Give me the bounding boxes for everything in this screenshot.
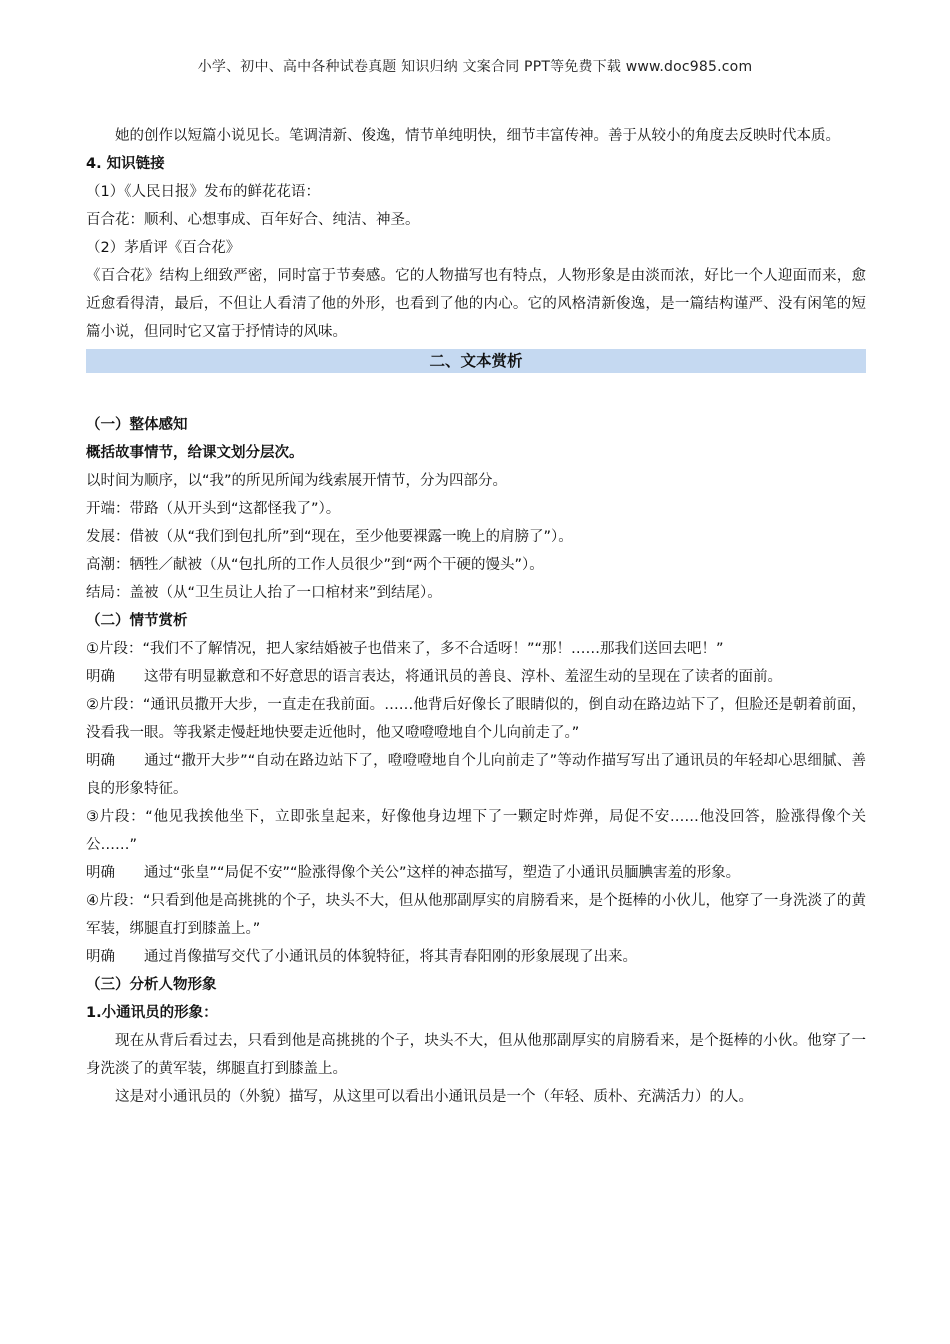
answer-line bbox=[86, 859, 866, 887]
character-subheading: 1.小通讯员的形象： bbox=[86, 1005, 218, 1021]
answer-label: 明确 bbox=[86, 669, 115, 685]
fragment-text: ④片段：“只看到他是高挑挑的个子，块头不大，但从他那副厚实的肩膀看来，是个挺棒的小伙儿，他穿了一身洗淡了的黄军装，绑腿直打到膝盖上。” bbox=[86, 893, 866, 937]
structure-line: 高潮：牺牲／献被（从“包扎所的工作人员很少”到“两个干硬的馒头”）。 bbox=[86, 557, 544, 573]
fragment-text: ②片段：“通讯员撒开大步，一直走在我前面。……他背后好像长了眼睛似的，倒自动在路边站下了，但脸还是朝着前面，没看我一眼。等我紧走慢赶地快要走近他时，他又噔噔噔地自个儿向前走了。” bbox=[86, 697, 866, 741]
answer-line bbox=[86, 747, 866, 803]
knowledge-item2-text: 《百合花》结构上细致严密，同时富于节奏感。它的人物描写也有特点，人物形象是由淡而浓，好比一个人迎面而来，愈近愈看得清，最后，不但让人看清了他的外形，也看到了他的内心。它的风格清新俊逸，是一篇结构谨严、没有闲笔的短篇小说，但同时它又富于抒情诗的风味。 bbox=[86, 268, 866, 340]
answer-line bbox=[86, 663, 866, 691]
knowledge-item1-text: 百合花：顺利、心想事成、百年好合、纯洁、神圣。 bbox=[86, 212, 420, 228]
task-prompt: 概括故事情节，给课文划分层次。 bbox=[86, 445, 304, 461]
document-body bbox=[86, 122, 866, 1111]
structure-line: 以时间为顺序，以“我”的所见所闻为线索展开情节，分为四部分。 bbox=[86, 473, 508, 489]
fragment-text: ③片段：“他见我挨他坐下，立即张皇起来，好像他身边埋下了一颗定时炸弹，局促不安……他没回答，脸涨得像个关公……” bbox=[86, 809, 866, 853]
character-quote: 现在从背后看过去，只看到他是高挑挑的个子，块头不大，但从他那副厚实的肩膀看来，是个挺棒的小伙。他穿了一身洗淡了的黄军装，绑腿直打到膝盖上。 bbox=[86, 1033, 866, 1077]
page-header-watermark: 小学、初中、高中各种试卷真题 知识归纳 文案合同 PPT等免费下载 www.doc985.com bbox=[197, 59, 753, 75]
spacer bbox=[86, 373, 866, 411]
answer-label: 明确 bbox=[86, 753, 115, 769]
structure-line: 开端：带路（从开头到“这都怪我了”）。 bbox=[86, 501, 341, 517]
structure-line: 结局：盖被（从“卫生员让人抬了一口棺材来”到结尾）。 bbox=[86, 585, 442, 601]
knowledge-item1-title: （1）《人民日报》发布的鲜花花语： bbox=[86, 184, 320, 200]
answer-text: 通过“张皇”“局促不安”“脸涨得像个关公”这样的神态描写，塑造了小通讯员腼腆害羞的形象。 bbox=[144, 865, 741, 881]
plot-analysis-heading: （二）情节赏析 bbox=[86, 613, 188, 629]
fragment-text: ①片段：“我们不了解情况，把人家结婚被子也借来了，多不合适呀！”“那！……那我们送回去吧！” bbox=[86, 641, 724, 657]
structure-line: 发展：借被（从“我们到包扎所”到“现在，至少他要裸露一晚上的肩膀了”）。 bbox=[86, 529, 573, 545]
overall-perception-heading: （一）整体感知 bbox=[86, 417, 188, 433]
answer-text: 这带有明显歉意和不好意思的语言表达，将通讯员的善良、淳朴、羞涩生动的呈现在了读者的面前。 bbox=[144, 669, 782, 685]
answer-label: 明确 bbox=[86, 865, 115, 881]
character-analysis-text: 这是对小通讯员的（外貌）描写，从这里可以看出小通讯员是一个（年轻、质朴、充满活力）的人。 bbox=[115, 1089, 753, 1105]
answer-label: 明确 bbox=[86, 949, 115, 965]
answer-text: 通过“撒开大步”“自动在路边站下了，噔噔噔地自个儿向前走了”等动作描写写出了通讯员的年轻却心思细腻、善良的形象特征。 bbox=[86, 753, 866, 797]
answer-text: 通过肖像描写交代了小通讯员的体貌特征，将其青春阳刚的形象展现了出来。 bbox=[144, 949, 637, 965]
answer-line bbox=[86, 943, 866, 971]
knowledge-link-heading: 4. 知识链接 bbox=[86, 156, 165, 172]
section-banner: 二、文本赏析 bbox=[86, 349, 866, 373]
knowledge-item2-title: （2）茅盾评《百合花》 bbox=[86, 240, 241, 256]
character-analysis-heading: （三）分析人物形象 bbox=[86, 977, 217, 993]
author-style-paragraph: 她的创作以短篇小说见长。笔调清新、俊逸，情节单纯明快，细节丰富传神。善于从较小的角度去反映时代本质。 bbox=[115, 128, 840, 144]
